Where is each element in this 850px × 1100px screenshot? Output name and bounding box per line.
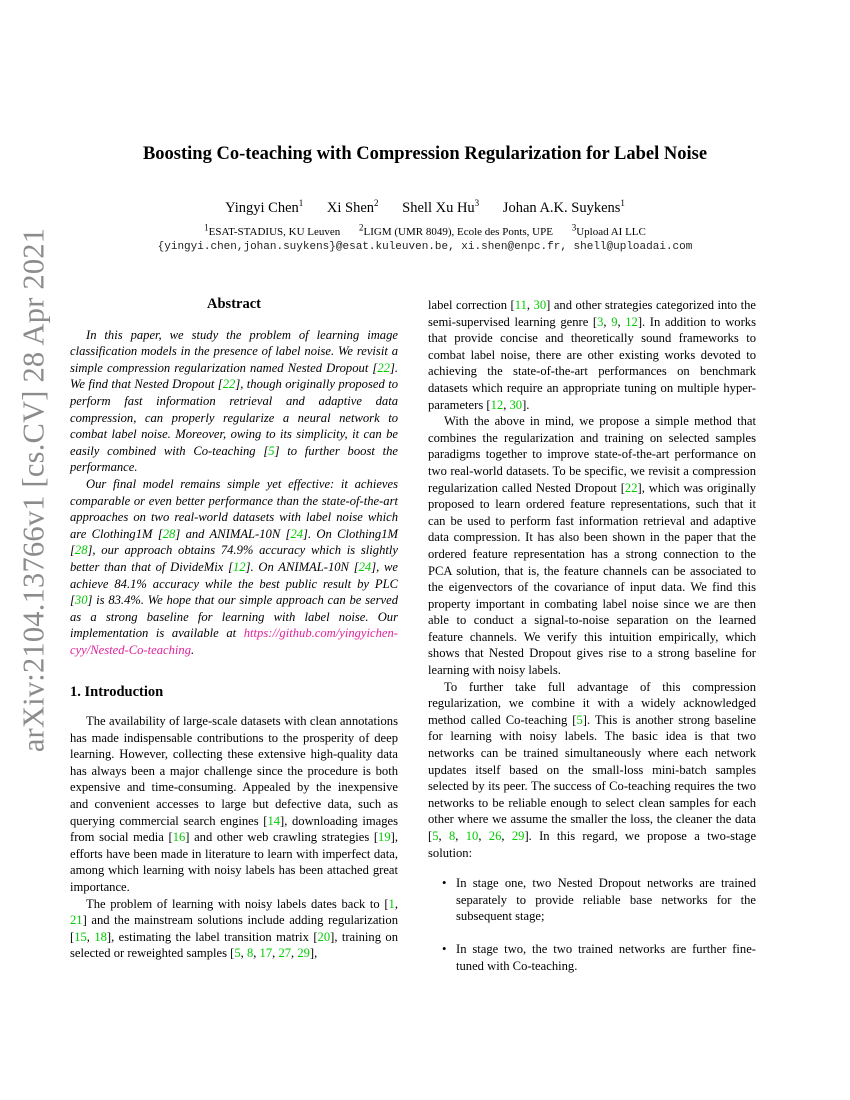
github-repo-link[interactable]: https://github.com/yingyichen-cyy/Nested-Co-teaching (70, 626, 398, 657)
citation-link[interactable]: 5 (268, 443, 275, 458)
citation-link[interactable]: 12 (625, 314, 638, 329)
author: Yingyi Chen$^1$ (225, 198, 304, 216)
citation-link[interactable]: 29 (511, 829, 525, 843)
citation-link[interactable]: 21 (70, 913, 83, 928)
intro-paragraph: To further take full advantage of this compression regularization, we combine it with a widely acknowledged method called Co-teaching [5]. This is another strong baseline for learning with noisy labels. The basic idea is that two networks can be trained simultaneously where each network updates itself based on the small-loss mini-batch samples selected by its peer. The success of Co-teaching requires the two networks to be reliable enough to select clean samples for each other where we assume the smaller the loss, the cleaner the data [5, 8, 10, 26, 29]. In this regard, we propose a two-stage solution: (428, 679, 757, 860)
left-column (70, 296, 398, 962)
citation-link[interactable]: 22 (377, 360, 390, 375)
affiliation: $^1$ESAT-STADIUS, KU Leuven (204, 222, 341, 238)
citation-link[interactable]: 24 (358, 559, 372, 574)
list-item: • In stage one, two Nested Dropout networks are trained separately to provide reliable base networks for the subsequent stage; (442, 876, 756, 924)
author: Xi Shen$^2$ (326, 198, 379, 216)
citation-link[interactable]: 30 (509, 397, 523, 412)
citation-link[interactable]: 28 (162, 526, 176, 541)
citation-link[interactable]: 16 (172, 830, 186, 845)
two-stage-list (428, 875, 756, 974)
citation-link[interactable]: 5 (234, 946, 241, 961)
author-list (0, 198, 850, 217)
citation-link[interactable]: 30 (74, 593, 88, 608)
arxiv-stamp-text: arXiv:2104.13766v1 [cs.CV] 28 Apr 2021 (16, 227, 51, 753)
author: Johan A.K. Suykens$^1$ (502, 198, 625, 216)
citation-link[interactable]: 5 (432, 829, 439, 843)
affiliation-list (0, 222, 850, 238)
citation-link[interactable]: 27 (278, 946, 292, 961)
abstract-heading: Abstract (207, 296, 261, 312)
citation-link[interactable]: 11 (514, 298, 527, 312)
right-column (428, 297, 756, 990)
abstract-paragraph: In this paper, we study the problem of learning image classification models in the presence of label noise. We revisit a simple compression regularization named Nested Dropout [22]. We find that Nested Dropout [22], though originally proposed to perform fast information retrieval and adaptive data compression, can properly regularize a neural network to combat label noise. Moreover, owing to its simplicity, it can be easily combined with Co-teaching [5] to further boost the performance. (70, 327, 398, 475)
abstract-paragraph: Our final model remains simple yet effective: it achieves comparable or even better performance than the state-of-the-art approaches on two real-world datasets with label noise which are Clothing1M [28] and ANIMAL-10N [24]. On Clothing1M [28], our approach obtains 74.9% accuracy which is slightly better than that of DivideMix [12]. On ANIMAL-10N [24], we achieve 84.1% accuracy while the best public result by PLC [30] is 83.4%. We hope that our simple approach can be served as a strong baseline for learning with label noise. Our implementation is available at https://github.com/yingyichen-cyy/Nested-Co-teaching. (70, 476, 399, 657)
citation-link[interactable]: 10 (465, 829, 479, 843)
intro-paragraph: The availability of large-scale datasets with clean annotations has made indispensable contributions to the prosperity of deep learning. However, collecting these extensive high-quality data has always been a major challenge since the procedure is both expensive and time-consuming. Appealed by the inexpensive and convenient accesses to large but defective data, such as querying commercial search engines [14], downloading images from social media [16] and other web crawling strategies [19], efforts have been made in literature to learn with imperfect data, among which learning with noisy labels has been attached great importance. (70, 714, 399, 894)
citation-link[interactable]: 14 (267, 813, 281, 828)
citation-link[interactable]: 18 (94, 929, 107, 944)
intro-paragraph-continued: label correction [11, 30] and other strategies categorized into the semi-supervised learning genre [3, 9, 12]. In addition to works that provide concise and theoretically sound frameworks to combat label noise, there are other existing works devoted to achieving the state-of-the-art performances on benchmark datasets which require an appropriate tuning on multiple hyper-parameters [12, 30]. (428, 298, 756, 412)
list-item: • In stage two, the two trained networks are further fine-tuned with Co-teaching. (442, 941, 756, 973)
affiliation: $^3$Upload AI LLC (571, 222, 646, 238)
citation-link[interactable]: 24 (290, 526, 304, 541)
author-emails: {yingyi.chen,johan.suykens}@esat.kuleuven.be, xi.shen@enpc.fr, shell@uploadai.com (157, 241, 693, 253)
citation-link[interactable]: 22 (222, 377, 236, 392)
citation-link[interactable]: 19 (378, 830, 391, 845)
citation-link[interactable]: 17 (259, 946, 273, 961)
citation-link[interactable]: 30 (533, 298, 547, 312)
citation-link[interactable]: 12 (490, 397, 504, 412)
citation-link[interactable]: 8 (448, 829, 456, 843)
citation-link[interactable]: 15 (74, 929, 87, 944)
citation-link[interactable]: 28 (74, 543, 88, 558)
citation-link[interactable]: 22 (624, 480, 638, 495)
intro-paragraph: The problem of learning with noisy labels dates back to [1, 21] and the mainstream solutions include adding regularization [15, 18], estimating the label transition matrix [20], training on selected or reweighted samples [5, 8, 17, 27, 29], (70, 896, 398, 961)
citation-link[interactable]: 9 (611, 314, 618, 329)
citation-link[interactable]: 5 (576, 712, 583, 727)
affiliation: $^2$LIGM (UMR 8049), Ecole des Ponts, UPE (359, 222, 553, 238)
citation-link[interactable]: 20 (317, 929, 331, 944)
citation-link[interactable]: 12 (232, 559, 246, 574)
author: Shell Xu Hu$^3$ (402, 198, 480, 216)
citation-link[interactable]: 3 (597, 314, 604, 329)
bullet-icon: • (442, 876, 447, 891)
citation-link[interactable]: 29 (297, 946, 310, 961)
citation-link[interactable]: 8 (246, 946, 254, 961)
bullet-icon: • (442, 941, 447, 956)
paper-title: Boosting Co-teaching with Compression Regularization for Label Noise (142, 144, 708, 164)
arxiv-identifier-stamp (12, 227, 56, 753)
section-heading-introduction: 1. Introduction (70, 684, 164, 701)
intro-paragraph: With the above in mind, we propose a simple method that combines the regularization and training on selected samples paradigms together to improve state-of-the-art performance on two real-world datasets. To be specific, we revisit a compression regularization called Nested Dropout [22], which was originally proposed to learn ordered feature representations, such that it can be used to perform fast information retrieval and adaptive data compression. It has also been shown in the paper that the ordered feature representation has a strong connection to the PCA solution, that is, the feature channels can be associated to the eigenvectors of the covariance of input data. We find this property important in combating label noise since we are then able to conduct a signal-to-noise separation on the learned feature channels. We verify this intuition empirically, which shows that Nested Dropout gives rise to a strong baseline for learning with noisy labels. (428, 414, 756, 678)
citation-link[interactable]: 1 (388, 896, 395, 911)
citation-link[interactable]: 26 (488, 829, 502, 843)
